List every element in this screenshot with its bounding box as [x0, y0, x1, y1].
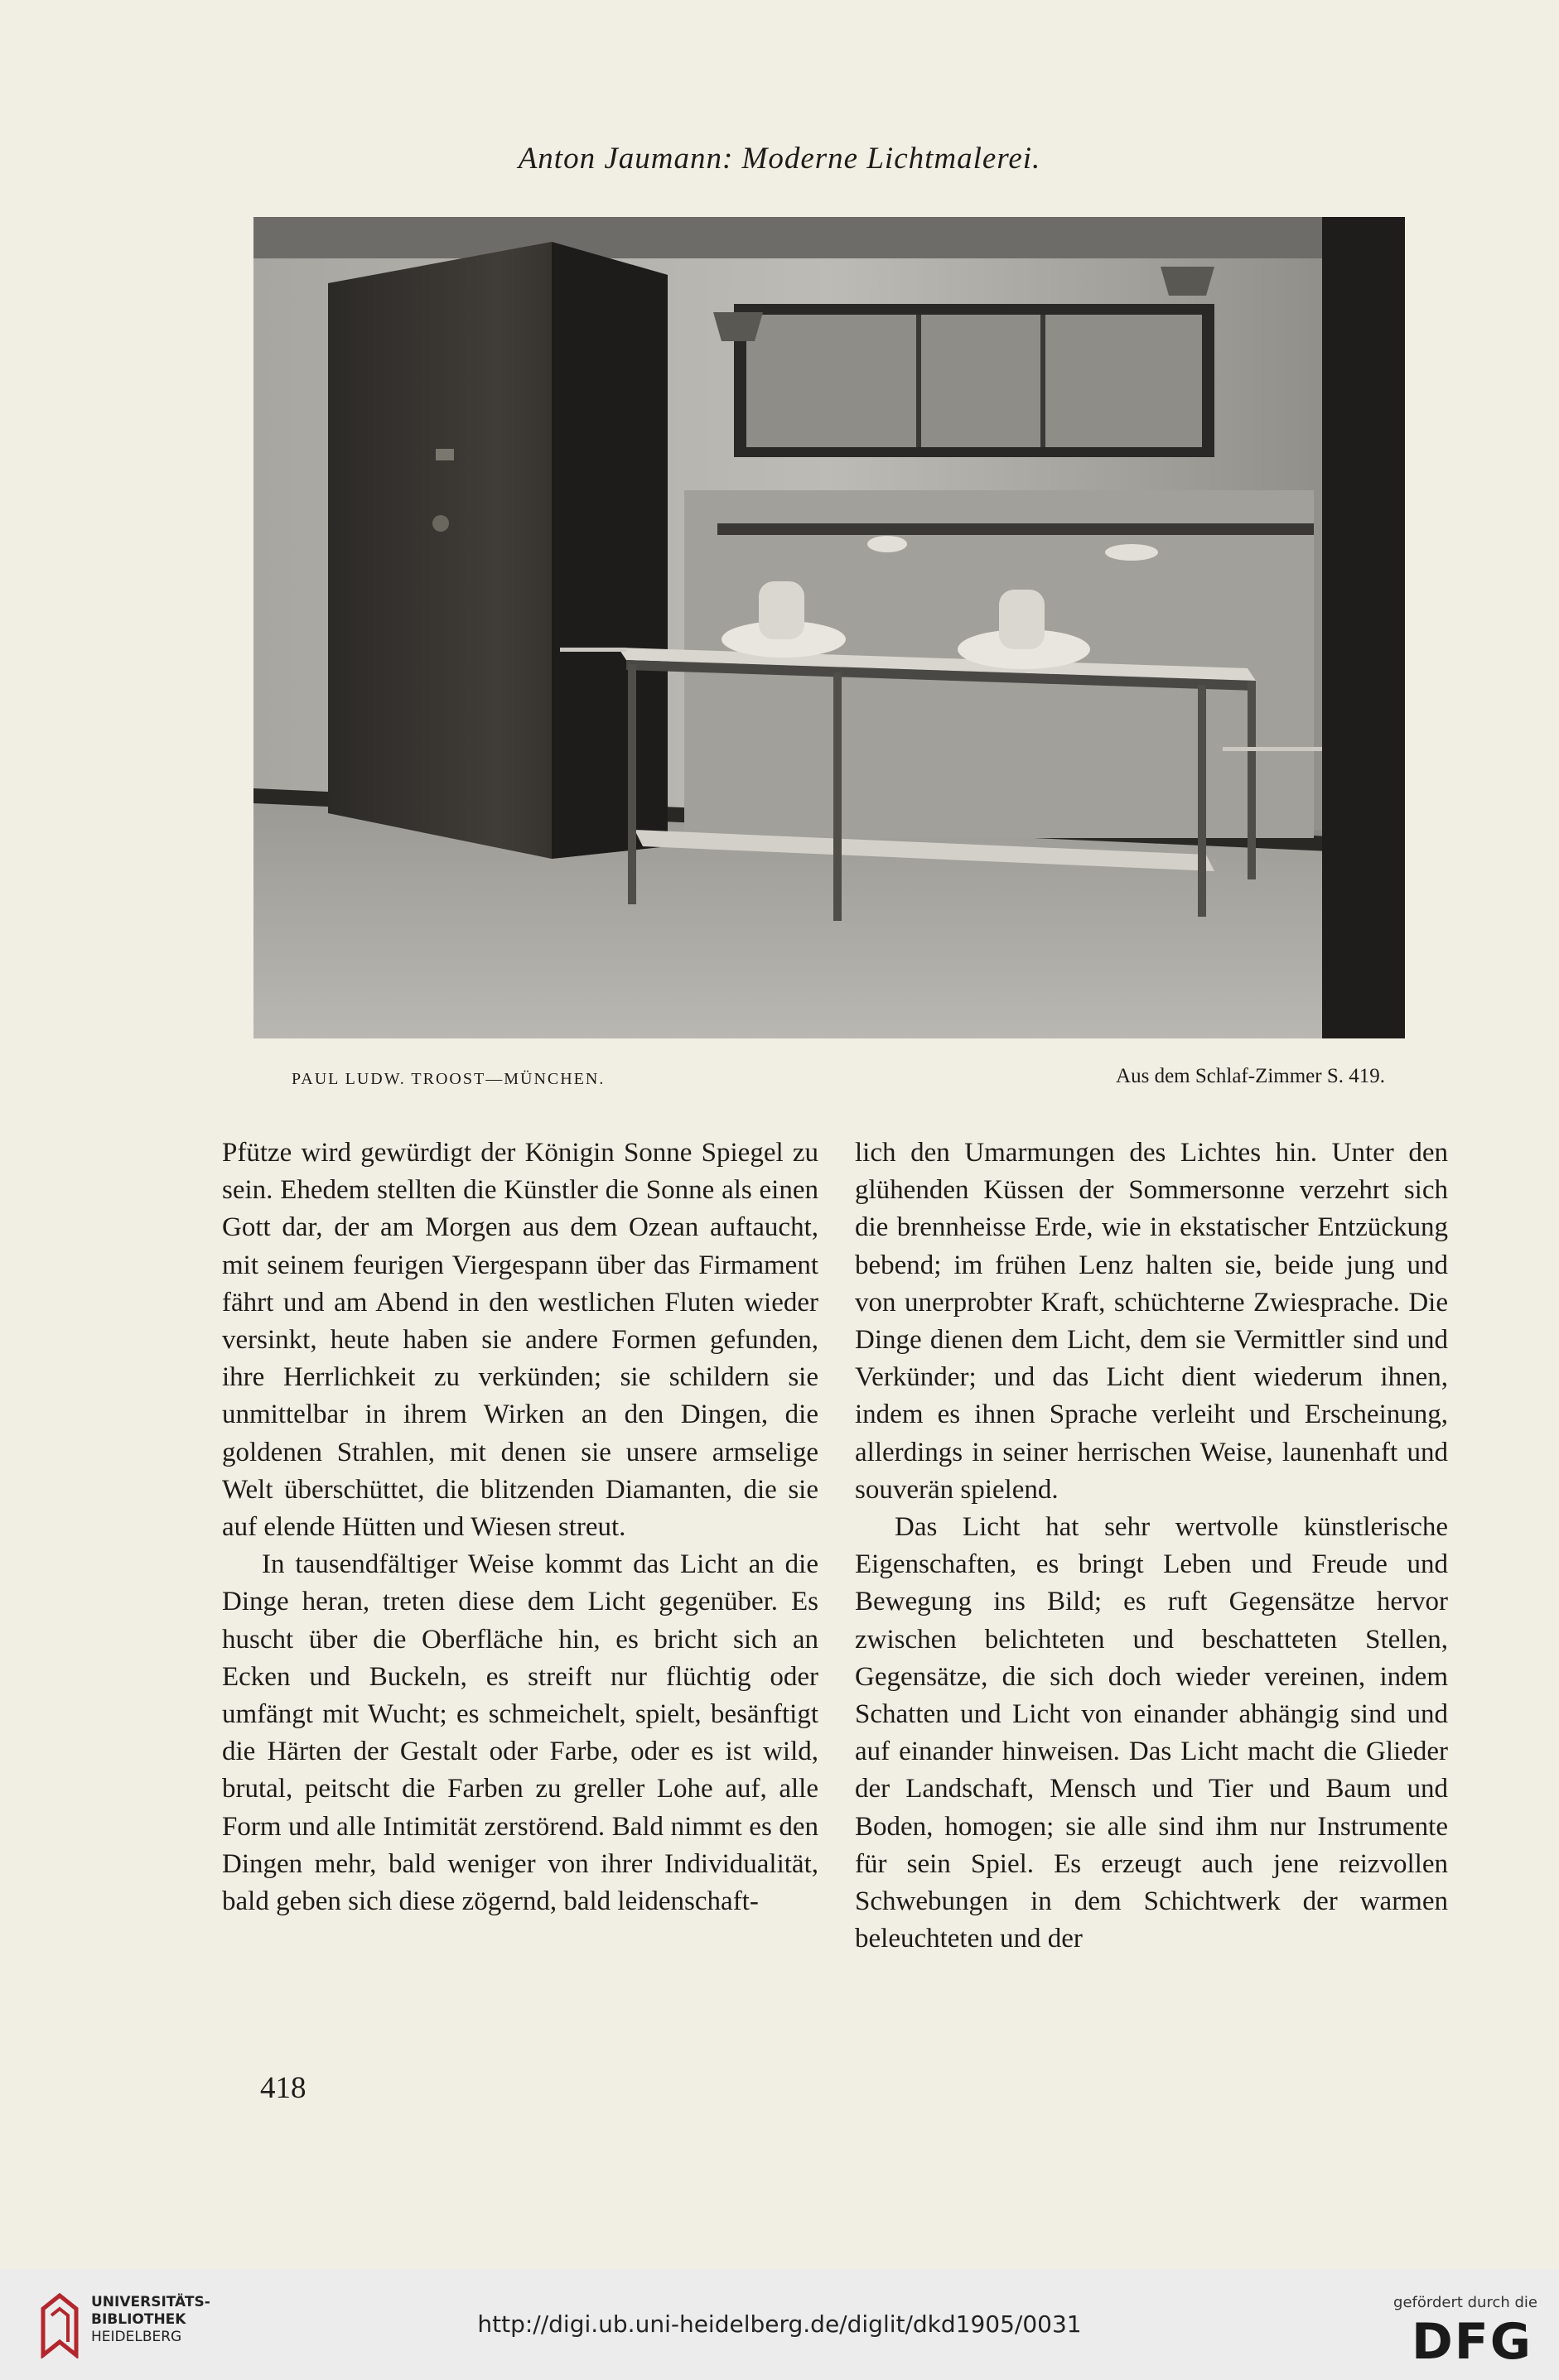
right-text-column: [855, 1135, 1448, 1958]
dfg-logo: DFG: [1411, 2313, 1532, 2371]
page-number: 418: [260, 2071, 306, 2105]
left-text-column: [222, 1135, 818, 1920]
funding-label: gefördert durch die: [1393, 2294, 1537, 2311]
interior-photograph: [253, 217, 1405, 1038]
library-line: UNIVERSITÄTS-: [91, 2294, 210, 2310]
running-title: Anton Jaumann: Moderne Lichtmalerei.: [518, 142, 1041, 176]
digitization-footer: [0, 2269, 1559, 2380]
washstand-room-photo: [253, 217, 1405, 1038]
paragraph: Pfütze wird gewürdigt der Königin Sonne Spiegel zu sein. Ehedem stellten die Künstler die Sonne als einen Gott dar, der am Morgen aus dem Ozean auftaucht, mit seinem feurigen Viergespann über das Firmament fährt und am Abend in den westlichen Fluten wieder versinkt, heute haben sie andere Formen gefunden, ihre Herrlichkeit zu verkünden; sie schildern sie unmittelbar in ihrem Wirken an den Dingen, die goldenen Strahlen, mit denen sie unsere armselige Welt überschüttet, die blitzenden Diamanten, die sie auf elende Hütten und Wiesen streut.: [222, 1138, 818, 1543]
paragraph: lich den Umarmungen des Lichtes hin. Unter den glühenden Küssen der Sommersonne verzehrt sich die brennheisse Erde, wie in ekstatischer Entzückung bebend; im frühen Lenz halten sie, beide jung und von unerprobter Kraft, schüchterne Zwiesprache. Die Dinge dienen dem Licht, dem sie Vermittler sind und Verkünder; und das Licht dient wiederum ihnen, indem es ihnen Sprache verleiht und Erscheinung, allerdings in seiner herrischen Weise, launenhaft und souverän spielend.: [855, 1138, 1448, 1505]
permalink-url[interactable]: http://digi.ub.uni-heidelberg.de/diglit/dkd1905/0031: [477, 2310, 1082, 2338]
paragraph: Das Licht hat sehr wertvolle künstlerische Eigenschaften, es bringt Leben und Freude und Bewegung ins Bild; es ruft Gegensätze hervor zwischen belichteten und beschatteten Stellen, Gegensätze, die sich doch wieder vereinen, indem Schatten und Licht von einander abhängig sind und auf einander hinweisen. Das Licht macht die Glieder der Landschaft, Mensch und Tier und Baum und Boden, homogen; sie alle sind ihm nur Instrumente für sein Spiel. Es erzeugt auch jene reizvollen Schwebungen in dem Schichtwerk der warmen beleuchteten und der: [855, 1512, 1448, 1954]
library-line: HEIDELBERG: [91, 2329, 182, 2345]
library-line: BIBLIOTHEK: [91, 2311, 186, 2328]
photo-caption: Aus dem Schlaf-Zimmer S. 419.: [1116, 1065, 1385, 1087]
paragraph: In tausendfältiger Weise kommt das Licht an die Dinge heran, treten diese dem Licht gegenüber. Es huscht über die Oberfläche hin, es bricht sich an Ecken und Buckeln, es streift nur flüchtig oder umfängt mit Wucht; es schmeichelt, spielt, besänftigt die Härten der Gestalt oder Farbe, oder es ist wild, brutal, peitscht die Farben zu greller Lohe auf, alle Form und alle Intimität zerstörend. Bald nimmt es den Dingen mehr, bald weniger von ihrer Individualität, bald geben sich diese zögernd, bald leidenschaft-: [222, 1549, 818, 1917]
photo-credit: PAUL LUDW. TROOST—MÜNCHEN.: [292, 1070, 606, 1088]
